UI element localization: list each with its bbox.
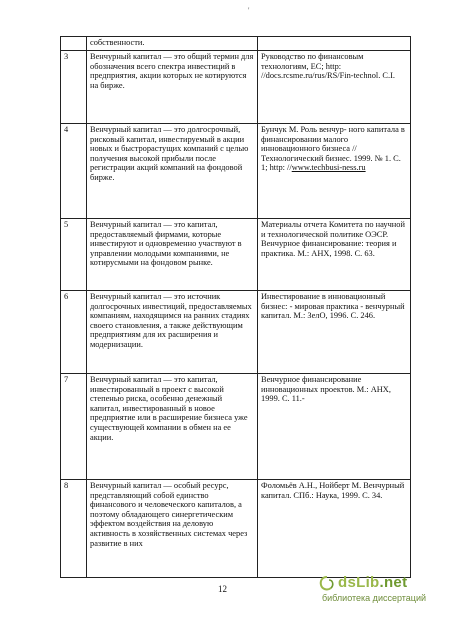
definition-cell: Венчурный капитал — это капитал, предоставляемый фирмами, которые инвестируют и одновременно участвуют в управлении молодыми компаниями, не котирусмыми на фондовом рынке. bbox=[87, 219, 258, 291]
table-row bbox=[61, 124, 411, 219]
row-number: 7 bbox=[61, 374, 87, 480]
row-number bbox=[61, 37, 87, 51]
source-cell: Венчурное финансирование инновационных проектов. М.: АНХ, 1999. С. 11.- bbox=[258, 374, 411, 480]
swirl-icon bbox=[318, 575, 336, 593]
source-cell: Материалы отчета Комитета по научной и технологической политике ОЭСР. Венчурное финансирование: теория и практика. М.: АНХ, 1998. С. 63. bbox=[258, 219, 411, 291]
definition-cell: собственности. bbox=[87, 37, 258, 51]
definition-cell: Венчурный капитал — особый ресурс, представляющий собой единство финансового и человеческого капиталов, а поэтому обладающего синергетическим эффектом воздействия на деловую активность в хозяйственных системах через развитие в них bbox=[87, 480, 258, 578]
page-number: 12 bbox=[218, 584, 227, 594]
logo-suffix-text: .net bbox=[379, 574, 408, 591]
definition-cell: Венчурный капитал — это общий термин для обозначения всего спектра инвестиций в предприятия, акции которых не котируются на бирже. bbox=[87, 51, 258, 124]
table-row bbox=[61, 51, 411, 124]
watermark-subtitle: библиотека диссертаций bbox=[322, 593, 427, 603]
watermark bbox=[318, 574, 448, 618]
row-number: 4 bbox=[61, 124, 87, 219]
source-cell: Руководство по финансовым технологиям, ЕС; http: //docs.rcsme.ru/rus/RS/Fin-technol. C.I. bbox=[258, 51, 411, 124]
watermark-logo bbox=[338, 574, 407, 591]
logo-main-text: dsLib bbox=[338, 574, 380, 591]
row-number: 6 bbox=[61, 291, 87, 374]
source-text: Бунчук М. Роль венчур- ного капитала в финансировании малого инновационного бизнеса // Технологический бизнес. 1999. № 1. С. 1; http: // bbox=[261, 125, 405, 173]
definition-cell: Венчурный капитал — это капитал, инвестированный в проект с высокой степенью риска, особенно денежный капитал, инвестированный в новое предприятие или в расширение бизнеса уже существующей компании в обмен на ее акции. bbox=[87, 374, 258, 480]
table-row bbox=[61, 480, 411, 578]
table-row bbox=[61, 219, 411, 291]
source-cell bbox=[258, 124, 411, 219]
table-row bbox=[61, 374, 411, 480]
row-number: 5 bbox=[61, 219, 87, 291]
source-cell: Инвестирование в инновационный бизнес: - мировая практика - венчурный капитал. М.: ЗелО, 1996. С. 246. bbox=[258, 291, 411, 374]
row-number: 8 bbox=[61, 480, 87, 578]
definition-cell: Венчурный капитал — это долгосрочный, рисковый капитал, инвестируемый в акции новых и быстрорастущих компаний с целью получения высокой прибыли после регистрации акций компаний на фондовой бирже. bbox=[87, 124, 258, 219]
source-cell: Фоломьёв А.Н., Нойберт М. Венчурный капитал. СПб.: Наука, 1999. С. 34. bbox=[258, 480, 411, 578]
table-row bbox=[61, 37, 411, 51]
definitions-table bbox=[60, 36, 411, 578]
table-row bbox=[61, 291, 411, 374]
definition-cell: Венчурный капитал — это источник долгосрочных инвестиций, предоставляемых компаниям, находящимся на ранних стадиях своего становления, а также действующим предприятиям для их расширения и модернизации. bbox=[87, 291, 258, 374]
row-number: 3 bbox=[61, 51, 87, 124]
source-cell bbox=[258, 37, 411, 51]
source-link[interactable]: www.techbusi-ness.ru bbox=[291, 163, 366, 173]
top-mark: ' bbox=[248, 6, 250, 15]
